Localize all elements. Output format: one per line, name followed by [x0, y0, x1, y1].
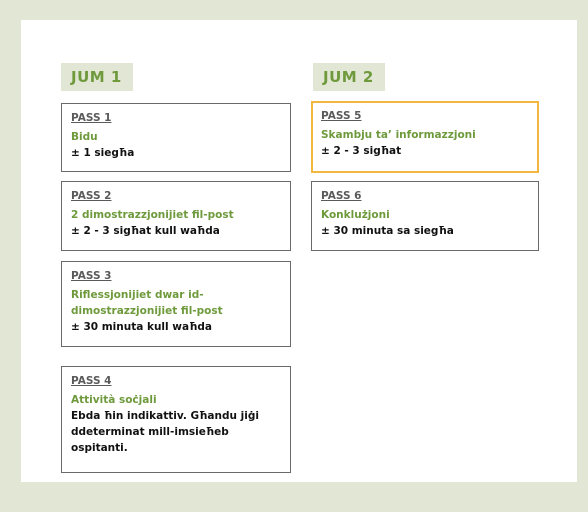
step-number: PASS 4 [71, 375, 112, 387]
step-card-3 [61, 261, 291, 347]
step-number: PASS 3 [71, 270, 112, 282]
day-1-header [61, 63, 133, 91]
day-label: JUM 2 [323, 68, 374, 86]
step-duration: ± 1 siegħa [71, 147, 135, 159]
step-title: Bidu [71, 131, 98, 143]
step-title: Attività soċjali [71, 394, 157, 406]
step-number: PASS 2 [71, 190, 112, 202]
step-card-6 [311, 181, 539, 251]
step-duration: ± 2 - 3 sigħat kull waħda [71, 225, 220, 237]
step-title: Riflessjonijiet dwar id-dimostrazzjonijiet fil-post [71, 289, 223, 317]
step-duration: ± 30 minuta kull waħda [71, 321, 212, 333]
step-card-2 [61, 181, 291, 251]
step-card-5 [311, 101, 539, 173]
step-number: PASS 5 [321, 110, 362, 122]
step-title: Skambju ta’ informazzjoni [321, 129, 476, 141]
schedule-panel [21, 20, 577, 482]
day-2-header [313, 63, 385, 91]
step-duration: ± 2 - 3 sigħat [321, 145, 402, 157]
day-label: JUM 1 [71, 68, 122, 86]
step-number: PASS 6 [321, 190, 362, 202]
step-number: PASS 1 [71, 112, 112, 124]
step-card-4 [61, 366, 291, 473]
step-duration: Ebda ħin indikattiv. Għandu jiġi ddeterminat mill-imsieħeb ospitanti. [71, 410, 259, 454]
step-title: Konklużjoni [321, 209, 390, 221]
step-card-1 [61, 103, 291, 172]
step-duration: ± 30 minuta sa siegħa [321, 225, 454, 237]
step-title: 2 dimostrazzjonijiet fil-post [71, 209, 234, 221]
